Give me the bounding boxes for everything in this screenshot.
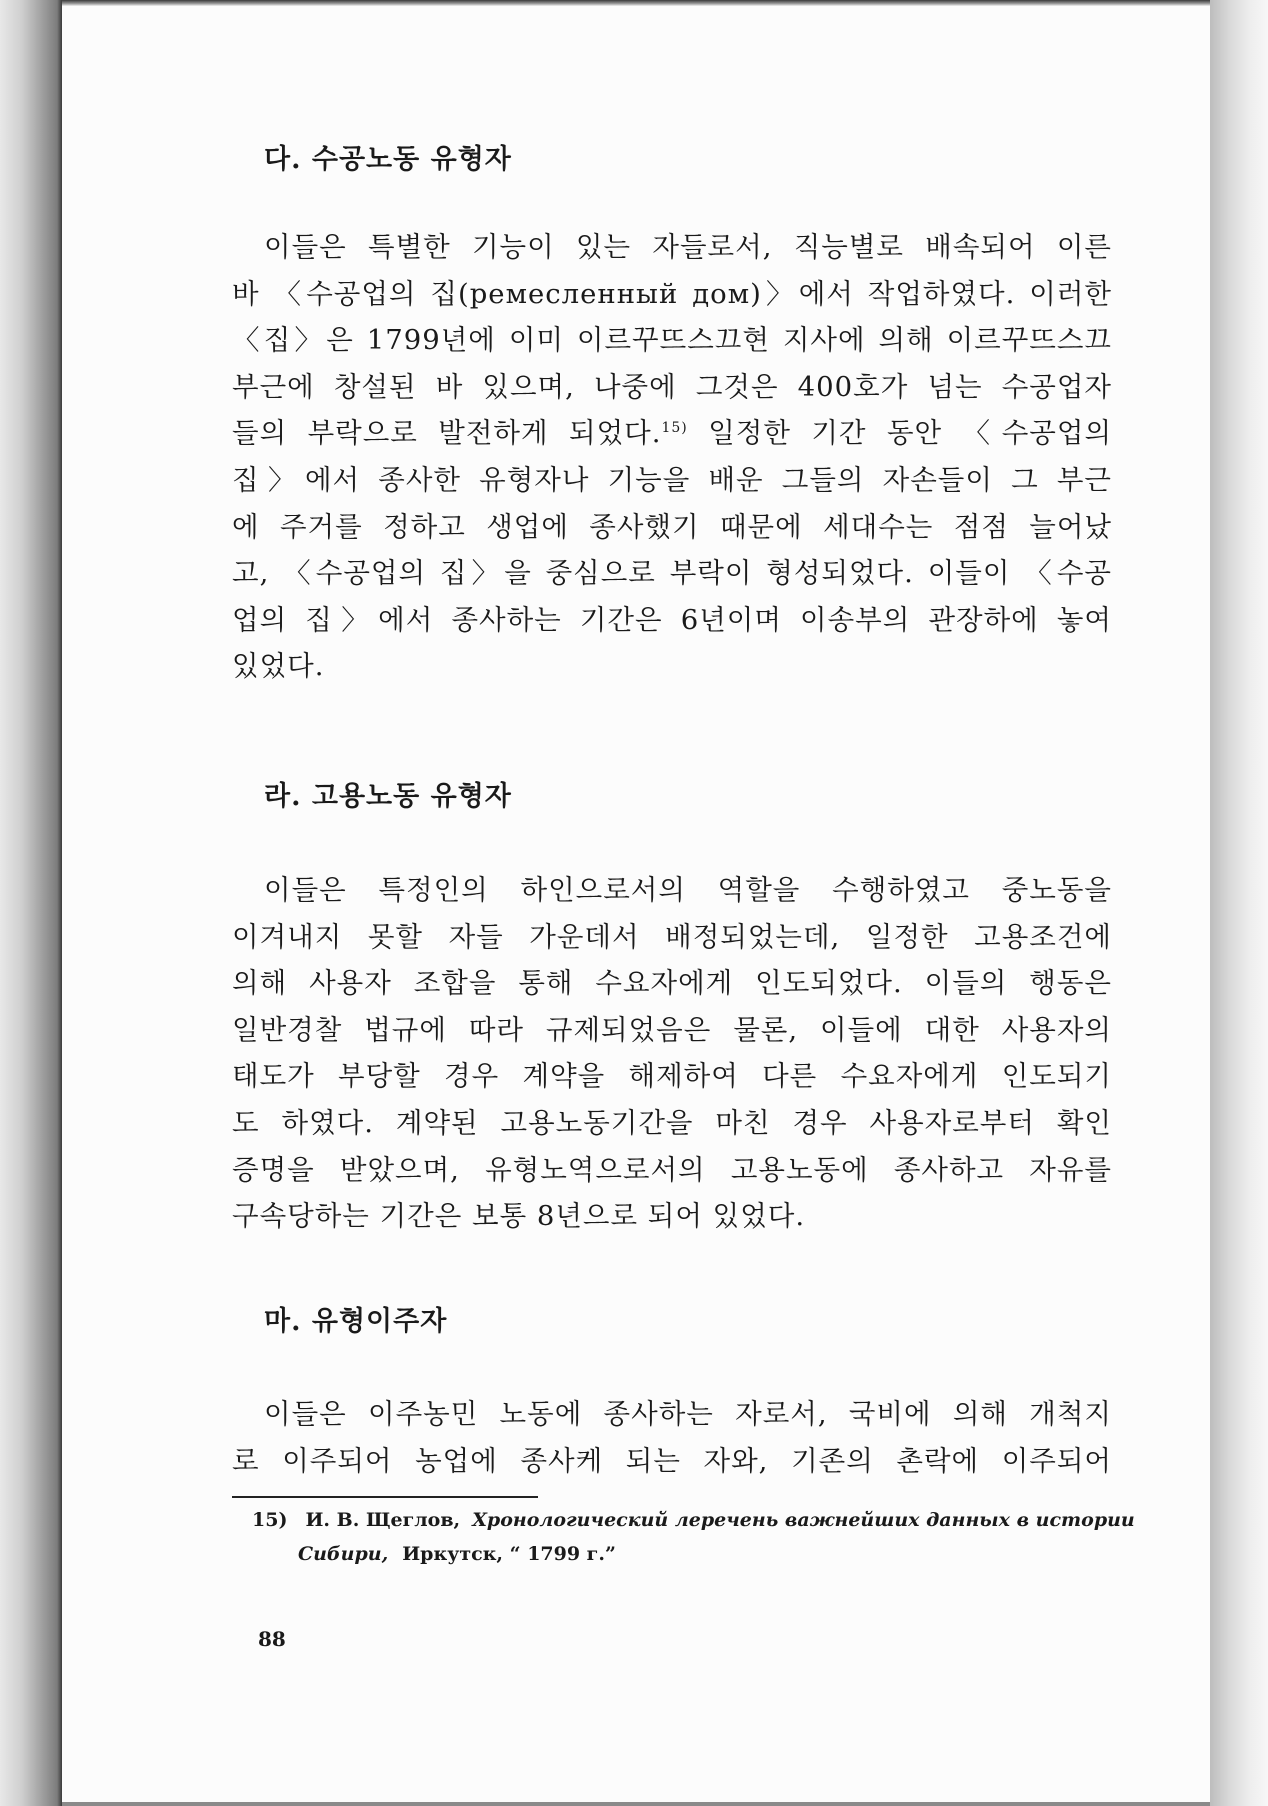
section-heading: 마. 유형이주자 xyxy=(264,1306,448,1337)
section-handicraft xyxy=(172,140,1132,180)
paragraph-handicraft xyxy=(232,224,1112,690)
footnote-title: Хронологический леречень важнейших данных в истории xyxy=(472,1509,1135,1531)
text-line: 증명을 받았으며, 유형노역으로서의 고용노동에 종사하고 자유를 xyxy=(232,1153,1112,1186)
footnote xyxy=(252,1503,1135,1571)
text-line: 이겨내지 못할 자들 가운데서 배정되었는데, 일정한 고용조건에 xyxy=(232,920,1112,953)
footnote-place: Иркутск, “ 1799 г.” xyxy=(402,1543,616,1565)
text-line: 〈집〉은 1799년에 이미 이르꾸뜨스끄현 지사에 의해 이르꾸뜨스끄 xyxy=(232,324,1112,357)
text-line: 이들은 특정인의 하인으로서의 역할을 수행하였고 중노동을 xyxy=(264,874,1112,906)
text-line: 일반경찰 법규에 따라 규제되었음은 물론, 이들에 대한 사용자의 xyxy=(232,1013,1112,1046)
text-line: 태도가 부당할 경우 계약을 해제하여 다른 수요자에게 인도되기 xyxy=(232,1060,1112,1093)
footnote-reference: 15) xyxy=(661,420,688,437)
footnote-number: 15) xyxy=(252,1509,288,1531)
text-line: 이들은 이주농민 노동에 종사하는 자로서, 국비에 의해 개척지 xyxy=(264,1398,1112,1430)
text-line: 집〉에서 종사한 유형자나 기능을 배운 그들의 자손들이 그 부근 xyxy=(232,463,1112,496)
paragraph-exile-settlers xyxy=(232,1391,1112,1484)
text-line: 있었다. xyxy=(232,650,325,683)
footnote-author: И. В. Щеглов, xyxy=(305,1509,461,1531)
footnote-title-cont: Сибири, xyxy=(298,1543,389,1565)
text-line: 로 이주되어 농업에 종사케 되는 자와, 기존의 촌락에 이주되어 xyxy=(232,1444,1112,1477)
section-heading: 라. 고용노동 유형자 xyxy=(264,781,512,812)
section-heading: 다. 수공노동 유형자 xyxy=(264,144,512,175)
text-line: 들의 부락으로 발전하게 되었다.$^{15)}$ 일정한 기간 동안 〈수공업의 xyxy=(232,417,1113,450)
footnote-line xyxy=(252,1503,1135,1537)
footnote-line xyxy=(252,1537,1120,1571)
footnote-rule xyxy=(232,1496,538,1498)
text-line: 업의 집〉에서 종사하는 기간은 6년이며 이송부의 관장하에 놓여 xyxy=(232,603,1112,636)
text-line: 바 〈수공업의 집(ремесленный дом)〉에서 작업하였다. 이러한 xyxy=(232,277,1112,310)
page-right-margin xyxy=(1210,0,1268,1806)
paragraph-hired-labor xyxy=(232,867,1112,1240)
section-hired-labor xyxy=(172,777,1132,817)
text-line: 에 주거를 정하고 생업에 종사했기 때문에 세대수는 점점 늘어났 xyxy=(232,510,1112,543)
text-line: 의해 사용자 조합을 통해 수요자에게 인도되었다. 이들의 행동은 xyxy=(232,967,1112,1000)
page-bottom-edge xyxy=(62,1802,1210,1806)
text-line: 도 하였다. 계약된 고용노동기간을 마친 경우 사용자로부터 확인 xyxy=(232,1106,1112,1139)
text-line: 부근에 창설된 바 있으며, 나중에 그것은 400호가 넘는 수공업자 xyxy=(232,370,1112,403)
text-line: 구속당하는 기간은 보통 8년으로 되어 있었다. xyxy=(232,1200,806,1233)
text-line: 고, 〈수공업의 집〉을 중심으로 부락이 형성되었다. 이들이 〈수공 xyxy=(232,557,1112,590)
text-line: 이들은 특별한 기능이 있는 자들로서, 직능별로 배속되어 이른 xyxy=(264,231,1112,263)
page-number: 88 xyxy=(258,1627,286,1651)
page-left-shadow xyxy=(0,0,62,1806)
section-exile-settlers xyxy=(172,1302,1132,1342)
